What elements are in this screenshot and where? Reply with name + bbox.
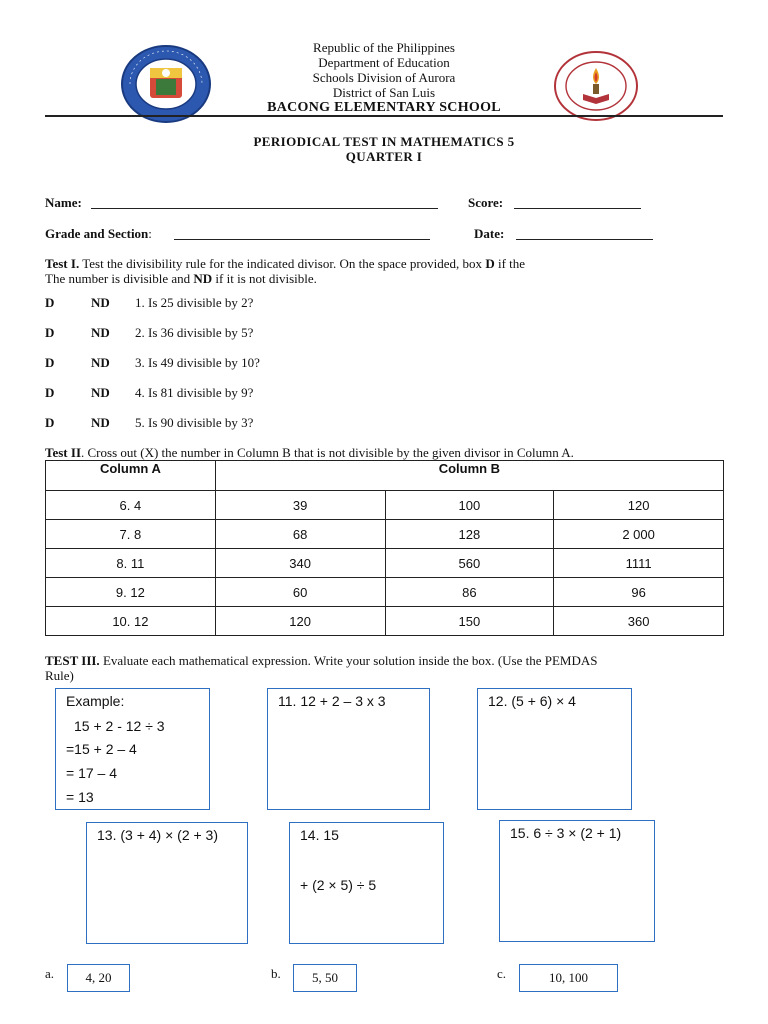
test1-item-2: D ND 2. Is 36 divisible by 5? [45, 325, 254, 340]
test1-instructions: Test I. Test the divisibility rule for the indicated divisor. On the space provided, box D if the The number is divisible and ND if it is not divisible. [45, 256, 526, 286]
d-option[interactable]: D [45, 385, 55, 400]
column-a-header: Column A [46, 461, 216, 491]
header-republic: Republic of the Philippines [313, 40, 455, 55]
table-row: 8. 11 340 560 1111 [46, 549, 724, 578]
d-option[interactable]: D [45, 295, 55, 310]
header-divider [45, 115, 723, 117]
d-option[interactable]: D [45, 355, 55, 370]
header-department: Department of Education [318, 55, 450, 70]
nd-option[interactable]: ND [91, 325, 110, 340]
column-b-header: Column B [215, 461, 723, 491]
name-field[interactable] [91, 194, 438, 209]
table-row: 9. 12 60 86 96 [46, 578, 724, 607]
table-row: 6. 4 39 100 120 [46, 491, 724, 520]
test2-table [45, 460, 724, 636]
answer-box-15[interactable]: 15. 6 ÷ 3 × (2 + 1) [499, 820, 655, 942]
test1-item-5: D ND 5. Is 90 divisible by 3? [45, 415, 254, 430]
grade-section-field[interactable] [174, 225, 430, 240]
gcf-lcm-box-c[interactable]: 10, 100 [519, 964, 618, 992]
header-school-name: BACONG ELEMENTARY SCHOOL [267, 100, 501, 115]
nd-option[interactable]: ND [91, 385, 110, 400]
gcf-lcm-box-b[interactable]: 5, 50 [293, 964, 357, 992]
table-row: 10. 12 120 150 360 [46, 607, 724, 636]
score-label: Score: [468, 195, 504, 210]
example-box: Example: 15 + 2 - 12 ÷ 3 =15 + 2 – 4 = 17 – 4 = 13 [55, 688, 210, 810]
grade-section-label: Grade and Section: [45, 226, 152, 241]
test1-item-4: D ND 4. Is 81 divisible by 9? [45, 385, 254, 400]
nd-option[interactable]: ND [91, 415, 110, 430]
nd-option[interactable]: ND [91, 355, 110, 370]
answer-box-11[interactable]: 11. 12 + 2 – 3 x 3 [267, 688, 430, 810]
nd-option[interactable]: ND [91, 295, 110, 310]
date-label: Date: [474, 226, 505, 241]
test-title: PERIODICAL TEST IN MATHEMATICS 5 [253, 134, 515, 149]
answer-box-14[interactable]: 14. 15 + (2 × 5) ÷ 5 [289, 822, 444, 944]
answer-box-12[interactable]: 12. (5 + 6) × 4 [477, 688, 632, 810]
score-field[interactable] [514, 194, 641, 209]
name-label: Name: [45, 195, 82, 210]
test4-instructions: TEST IV. Find the GCF and LCM of the following numbers. [45, 936, 366, 951]
answer-box-13[interactable]: 13. (3 + 4) × (2 + 3) [86, 822, 248, 944]
test1-item-3: D ND 3. Is 49 divisible by 10? [45, 355, 260, 370]
item-b-letter: b. [271, 966, 281, 981]
header-division: Schools Division of Aurora [312, 70, 456, 85]
test2-instructions: Test II. Cross out (X) the number in Column B that is not divisible by the given divisor in Column A. [45, 445, 574, 460]
gcf-lcm-box-a[interactable]: 4, 20 [67, 964, 130, 992]
test3-instructions: TEST III. Evaluate each mathematical expression. Write your solution inside the box. (Use the PEMDAS Rule) [45, 653, 598, 683]
date-field[interactable] [516, 225, 653, 240]
test1-item-1: D ND 1. Is 25 divisible by 2? [45, 295, 254, 310]
d-option[interactable]: D [45, 325, 55, 340]
d-option[interactable]: D [45, 415, 55, 430]
table-row: 7. 8 68 128 2 000 [46, 520, 724, 549]
item-c-letter: c. [497, 966, 507, 981]
item-a-letter: a. [45, 966, 55, 981]
header-district: District of San Luis [332, 85, 436, 100]
test-quarter: QUARTER I [345, 149, 423, 164]
